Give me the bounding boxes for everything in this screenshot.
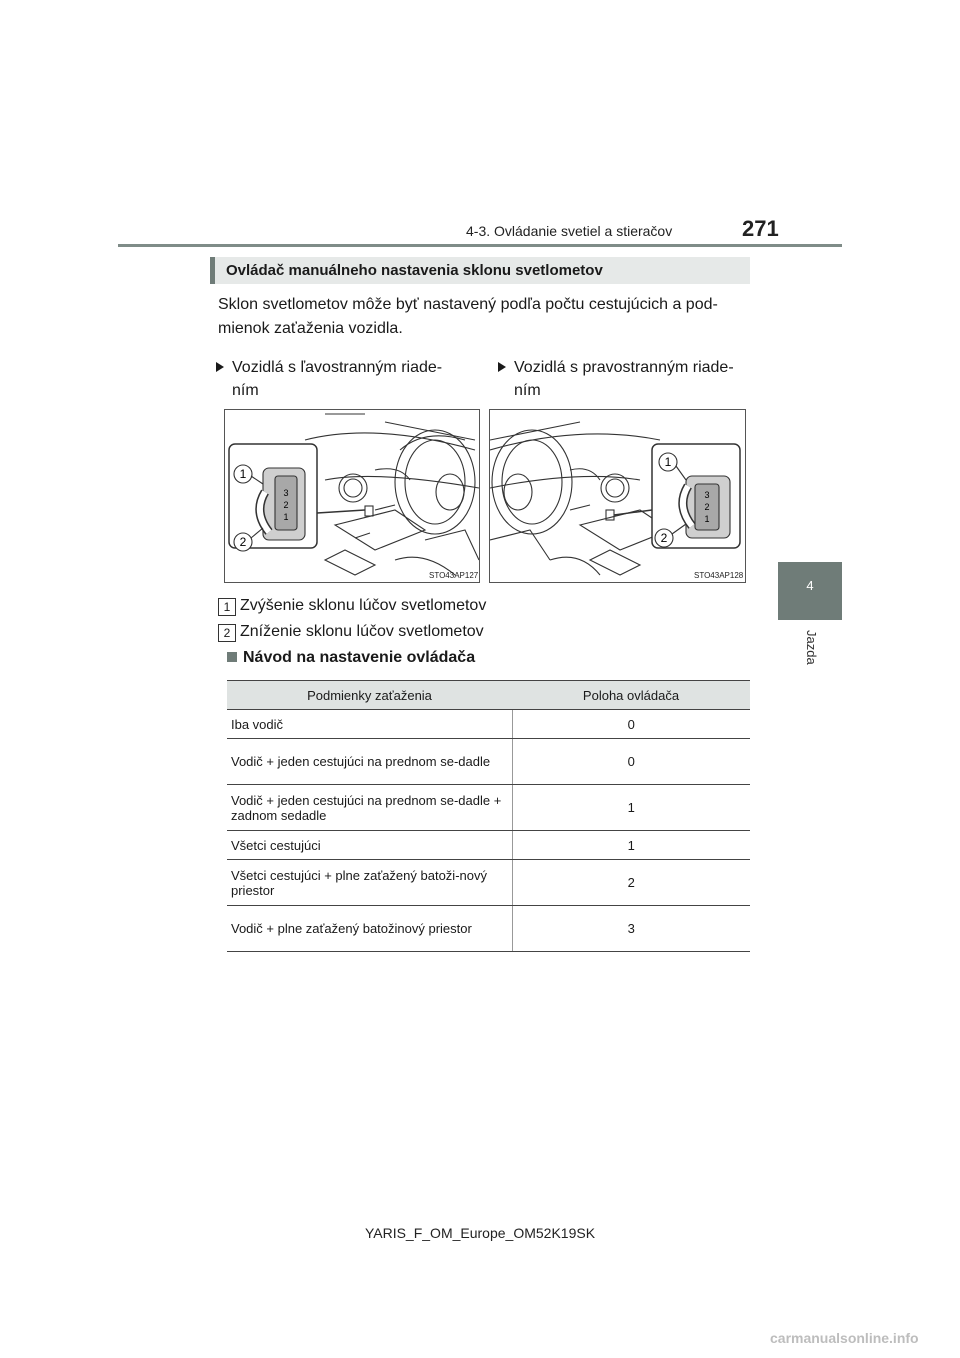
table-row	[227, 831, 750, 860]
legend-number-box: 1	[218, 598, 236, 616]
dial-label-3: 3	[283, 488, 289, 498]
table-row	[227, 785, 750, 831]
footer-document-id: YARIS_F_OM_Europe_OM52K19SK	[364, 1225, 596, 1241]
legend-text: Zvýšenie sklonu lúčov svetlometov	[240, 597, 487, 614]
variant-left-heading	[214, 356, 464, 402]
chapter-tab-label: Jazda	[804, 630, 819, 665]
callout-2: 2	[239, 535, 247, 549]
table-cell-condition: Vodič + jeden cestujúci na prednom se-dadle + zadnom sedadle	[227, 785, 512, 831]
column-header-position: Poloha ovládača	[512, 681, 750, 710]
table-cell-position: 1	[512, 831, 750, 860]
dial-label-2: 2	[283, 500, 289, 510]
table-cell-position: 1	[512, 785, 750, 831]
legend-number-box: 2	[218, 624, 236, 642]
table-row	[227, 860, 750, 906]
illustration-code-right: STO43AP128	[694, 571, 744, 580]
table-cell-condition: Všetci cestujúci + plne zaťažený batoži-nový priestor	[227, 860, 512, 906]
page-number: 271	[742, 216, 779, 241]
load-condition-table	[227, 680, 750, 952]
square-bullet-icon	[227, 652, 237, 662]
table-row	[227, 710, 750, 739]
callout-1: 1	[664, 455, 672, 469]
table-cell-condition: Vodič + plne zaťažený batožinový priestor	[227, 906, 512, 952]
dial-label-3: 3	[704, 490, 710, 500]
illustration-left-hand-drive	[224, 409, 480, 583]
variant-right-heading	[496, 356, 746, 402]
column-header-condition: Podmienky zaťaženia	[227, 681, 512, 710]
table-cell-condition: Vodič + jeden cestujúci na prednom se-dadle	[227, 739, 512, 785]
variant-left-label: Vozidlá s ľavostranným riade-ním	[232, 359, 443, 399]
dial-label-2: 2	[704, 502, 710, 512]
callout-1: 1	[239, 467, 247, 481]
table-cell-position: 0	[512, 739, 750, 785]
table-row	[227, 739, 750, 785]
table-header-row	[227, 681, 750, 710]
legend-text: Zníženie sklonu lúčov svetlometov	[240, 623, 484, 640]
variant-right-label: Vozidlá s pravostranným riade-ním	[514, 359, 734, 399]
triangle-bullet-icon	[216, 362, 224, 372]
callout-2: 2	[660, 531, 668, 545]
table-cell-condition: Iba vodič	[227, 710, 512, 739]
table-cell-position: 3	[512, 906, 750, 952]
dial-label-1: 1	[283, 512, 289, 522]
dashboard-drawing-left	[225, 410, 479, 582]
header-section-title: 4-3. Ovládanie svetiel a stieračov	[466, 223, 673, 239]
triangle-bullet-icon	[498, 362, 506, 372]
section-intro: Sklon svetlometov môže byť nastavený podľa počtu cestujúcich a pod-mienok zaťaženia vozidla.	[218, 296, 718, 337]
table-cell-position: 0	[512, 710, 750, 739]
illustration-code-left: STO43AP127	[429, 571, 479, 580]
section-title-bar	[210, 257, 750, 284]
table-cell-position: 2	[512, 860, 750, 906]
illustration-right-hand-drive	[489, 409, 746, 583]
section-title: Ovládač manuálneho nastavenia sklonu svetlometov	[226, 262, 603, 279]
dial-label-1: 1	[704, 514, 710, 524]
header-rule	[118, 244, 842, 247]
guide-heading-text: Návod na nastavenie ovládača	[243, 649, 476, 666]
guide-heading	[227, 649, 475, 667]
dashboard-drawing-right	[490, 410, 745, 582]
chapter-tab-number: 4	[806, 578, 814, 593]
table-cell-condition: Všetci cestujúci	[227, 831, 512, 860]
watermark-text: carmanualsonline.info	[770, 1330, 919, 1346]
table-row	[227, 906, 750, 952]
